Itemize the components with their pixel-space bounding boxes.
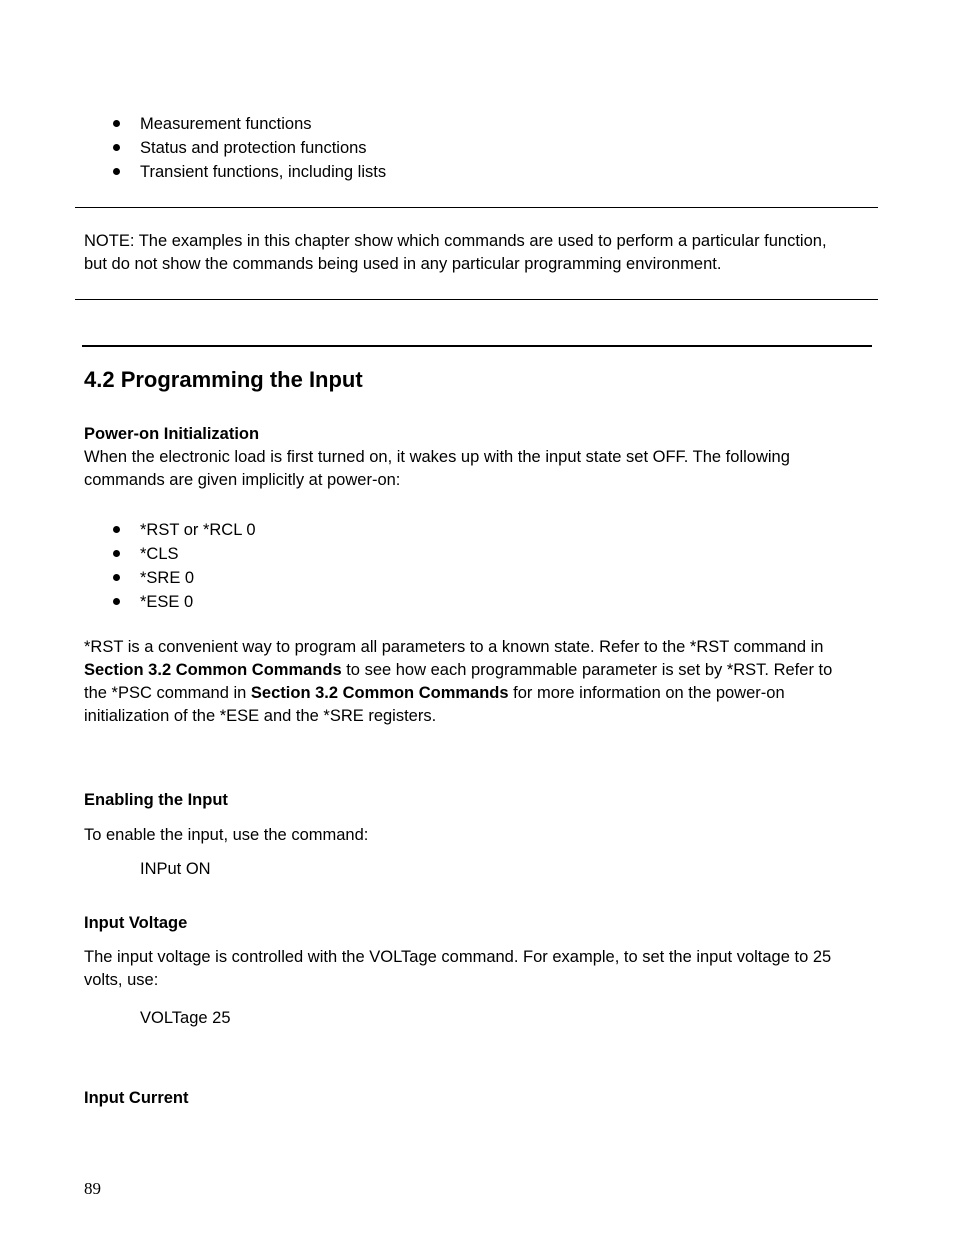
bullet-icon: [113, 598, 120, 605]
enabling-text: To enable the input, use the command:: [84, 826, 369, 844]
note-bottom-divider: [75, 299, 878, 300]
voltage-text: The input voltage is controlled with the VOLTage command. For example, to set the input voltage to 25 volts, use:: [84, 948, 832, 989]
current-heading: Input Current: [84, 1089, 189, 1107]
voltage-heading: Input Voltage: [84, 914, 188, 932]
note-text: NOTE: The examples in this chapter show which commands are used to perform a particular function, but do not show the commands being used in any particular programming environment.: [84, 232, 827, 273]
bullet-icon: [113, 168, 120, 175]
rst-paragraph: *RST is a convenient way to program all parameters to a known state. Refer to the *RST command in Section 3.2 Common Commands to see how each programmable parameter is set by *RST. Refer to the *PSC command in Section 3.2 Common Commands for more information on the power-on initialization of the *ESE and the *SRE registers.: [84, 638, 833, 725]
page-number: 89: [84, 1179, 101, 1198]
section-divider: [82, 345, 872, 347]
bullet-icon: [113, 526, 120, 533]
list-item: *ESE 0: [112, 590, 256, 614]
voltage-command: VOLTage 25: [140, 1009, 231, 1027]
bullet-icon: [113, 574, 120, 581]
section-reference: Section 3.2 Common Commands: [84, 661, 342, 679]
section-reference: Section 3.2 Common Commands: [250, 684, 509, 702]
enabling-heading: Enabling the Input: [84, 791, 228, 809]
bullet-icon: [113, 144, 120, 151]
list-item: Measurement functions: [112, 112, 386, 136]
note-top-divider: [75, 207, 878, 208]
list-item: Status and protection functions: [112, 136, 386, 160]
list-item: *CLS: [112, 542, 256, 566]
power-on-heading: Power-on Initialization: [84, 425, 260, 443]
bullet-icon: [113, 550, 120, 557]
list-item: *RST or *RCL 0: [112, 518, 256, 542]
power-on-command-list: [112, 518, 256, 614]
enabling-command: INPut ON: [140, 860, 211, 878]
section-title: 4.2 Programming the Input: [84, 367, 363, 392]
top-bullet-list: [112, 112, 386, 184]
list-item: Transient functions, including lists: [112, 160, 386, 184]
bullet-icon: [113, 120, 120, 127]
power-on-text: When the electronic load is first turned on, it wakes up with the input state set OFF. The following commands are given implicitly at power-on:: [84, 448, 790, 489]
list-item: *SRE 0: [112, 566, 256, 590]
